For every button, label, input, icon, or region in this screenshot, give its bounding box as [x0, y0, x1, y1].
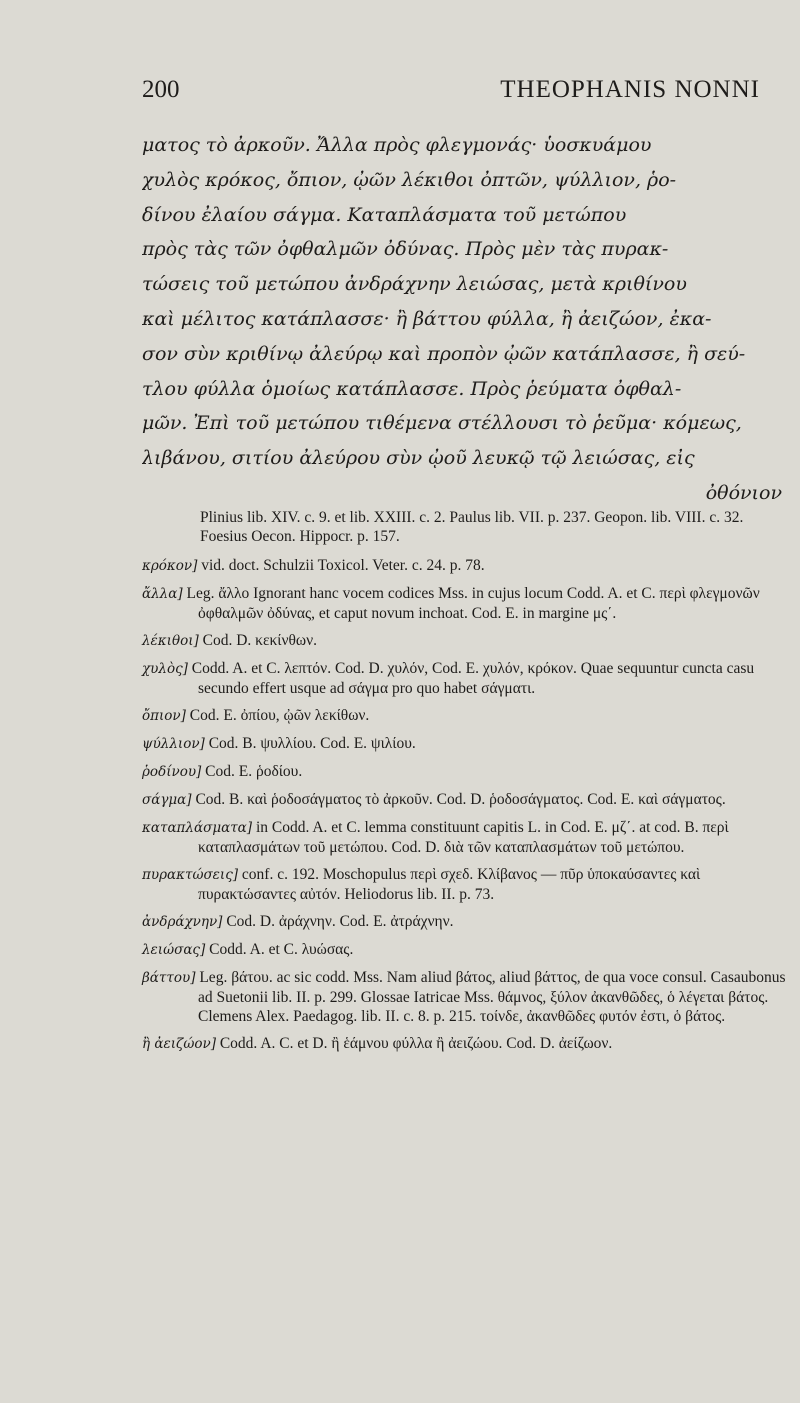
note-text: Cod. D. κεκίνθων.: [202, 632, 317, 649]
footnote: [142, 556, 792, 576]
note-text: in Codd. A. et C. lemma constituunt capitis L. in Cod. E. μζ΄. at cod. B. περὶ καταπλασμάτων τοῦ μετώπου. Cod. D. διὰ τῶν καταπλασμάτων τοῦ μετώπου.: [198, 819, 729, 856]
page-number: 200: [142, 76, 180, 103]
text-line: λιβάνου, σιτίου ἀλεύρου σὺν ᾠοῦ λευκῷ τῷ λειώσας, εἰς: [142, 447, 695, 470]
note-text: Leg. βάτου. ac sic codd. Mss. Nam aliud βάτος, aliud βάττος, de qua voce consul. Casaubonus ad Suetonii lib. II. p. 299. Glossae Iatricae Mss. θάμνος, ξύλον ἀκανθῶδες, ὁ λέγεται βάτος. Clemens Alex. Paedagog. lib. II. c. 8. p. 215. τοίνδε, ἀκανθῶδες φυτόν ἐστι, ὁ βάτος.: [198, 969, 786, 1025]
footnote: [142, 790, 792, 810]
note-lemma: σάγμα]: [142, 792, 192, 808]
note-text: Cod. E. ὀπίου, ᾠῶν λεκίθων.: [189, 707, 370, 724]
note-lemma: ἀνδράχνην]: [142, 914, 223, 930]
note-text: Plinius lib. XIV. c. 9. et lib. XXIII. c. 2. Paulus lib. VII. p. 237. Geopon. lib. VIII. c. 32. Foesius Oecon. Hippocr. p. 157.: [200, 509, 744, 545]
footnote: [142, 865, 792, 904]
footnotes: [142, 508, 792, 1062]
main-greek-text: [142, 128, 782, 511]
text-line: πρὸς τὰς τῶν ὀφθαλμῶν ὀδύνας. Πρὸς μὲν τὰς πυρακ-: [142, 238, 669, 261]
text-line: τλου φύλλα ὁμοίως κατάπλασσε. Πρὸς ῥεύματα ὀφθαλ-: [142, 377, 682, 400]
footnote: [142, 1034, 792, 1054]
running-head: THEOPHANIS NONNI: [500, 76, 760, 103]
note-lemma: λέκιθοι]: [142, 633, 199, 649]
note-lemma: χυλὸς]: [142, 661, 188, 677]
note-lemma: βάττου]: [142, 970, 196, 986]
footnote: [142, 584, 792, 623]
note-lemma: ὄπιον]: [142, 708, 186, 724]
note-text: Cod. B. καὶ ῥοδοσάγματος τὸ ἀρκοῦν. Cod. D. ῥοδοσάγματος. Cod. E. καὶ σάγματος.: [195, 791, 726, 808]
note-lemma: ψύλλιον]: [142, 736, 205, 752]
text-line: ματος τὸ ἀρκοῦν. Ἄλλα πρὸς φλεγμονάς· ὑοσκυάμου: [142, 134, 652, 156]
text-line: σον σὺν κριθίνῳ ἀλεύρῳ καὶ προπὸν ᾠῶν κατάπλασσε, ἢ σεύ-: [142, 342, 746, 365]
note-lemma: καταπλάσματα]: [142, 820, 253, 836]
text-line: δίνου ἐλαίου σάγμα. Καταπλάσματα τοῦ μετώπου: [142, 203, 627, 226]
text-line: τώσεις τοῦ μετώπου ἀνδράχνην λειώσας, μετὰ κριθίνου: [142, 273, 687, 296]
note-text: Cod. B. ψυλλίου. Cod. E. ψιλίου.: [208, 735, 416, 752]
footnote: [142, 912, 792, 932]
footnote: [142, 762, 792, 782]
footnote: [142, 706, 792, 726]
footnote: [142, 659, 792, 698]
note-lemma: ἄλλα]: [142, 586, 183, 602]
page-header: [142, 76, 760, 112]
note-lemma: πυρακτώσεις]: [142, 867, 239, 883]
footnote: [142, 818, 792, 857]
text-line: μῶν. Ἐπὶ τοῦ μετώπου τιθέμενα στέλλουσι τὸ ῥεῦμα· κόμεως,: [142, 412, 742, 435]
footnote: [142, 968, 792, 1026]
note-text: Cod. D. ἀράχνην. Cod. E. ἀτράχνην.: [226, 913, 454, 930]
note-text: vid. doct. Schulzii Toxicol. Veter. c. 24. p. 78.: [201, 557, 485, 574]
note-text: Codd. A. et C. λυώσας.: [209, 941, 354, 958]
note-lemma: κρόκον]: [142, 558, 198, 574]
note-lemma: ἢ ἀειζώον]: [142, 1036, 216, 1052]
footnote: [142, 940, 792, 960]
note-lemma: λειώσας]: [142, 942, 206, 958]
note-text: Leg. ἄλλο Ignorant hanc vocem codices Mss. in cujus locum Codd. A. et C. περὶ φλεγμονῶν ὀφθαλμῶν ὀδύνας, et caput novum inchoat. Cod. E. in margine μς΄.: [186, 585, 760, 622]
text-line: χυλὸς κρόκος, ὄπιον, ᾠῶν λέκιθοι ὀπτῶν, ψύλλιον, ῥο-: [142, 168, 677, 191]
footnote: [142, 631, 792, 651]
note-lemma: ῥοδίνου]: [142, 764, 202, 780]
note-text: Cod. E. ῥοδίου.: [205, 763, 303, 780]
note-text: conf. c. 192. Moschopulus περὶ σχεδ. Κλίβανος — πῦρ ὑποκαύσαντες καὶ πυρακτώσαντες αὐτόν. Heliodorus lib. II. p. 73.: [198, 866, 701, 903]
note-text: Codd. A. et C. λεπτόν. Cod. D. χυλόν, Cod. E. χυλόν, κρόκον. Quae sequuntur cuncta casu secundo effert usque ad σάγμα pro quo habet σάγματι.: [191, 660, 755, 697]
text-line: καὶ μέλιτος κατάπλασσε· ἢ βάττου φύλλα, ἢ ἀειζώον, ἐκα-: [142, 307, 712, 330]
note-text: Codd. A. C. et D. ἢ ἑάμνου φύλλα ἢ ἀειζώου. Cod. D. ἀείζωον.: [219, 1035, 613, 1052]
footnote: [142, 734, 792, 754]
catchword: ὀθόνιον: [705, 481, 782, 504]
footnote: [142, 508, 792, 546]
